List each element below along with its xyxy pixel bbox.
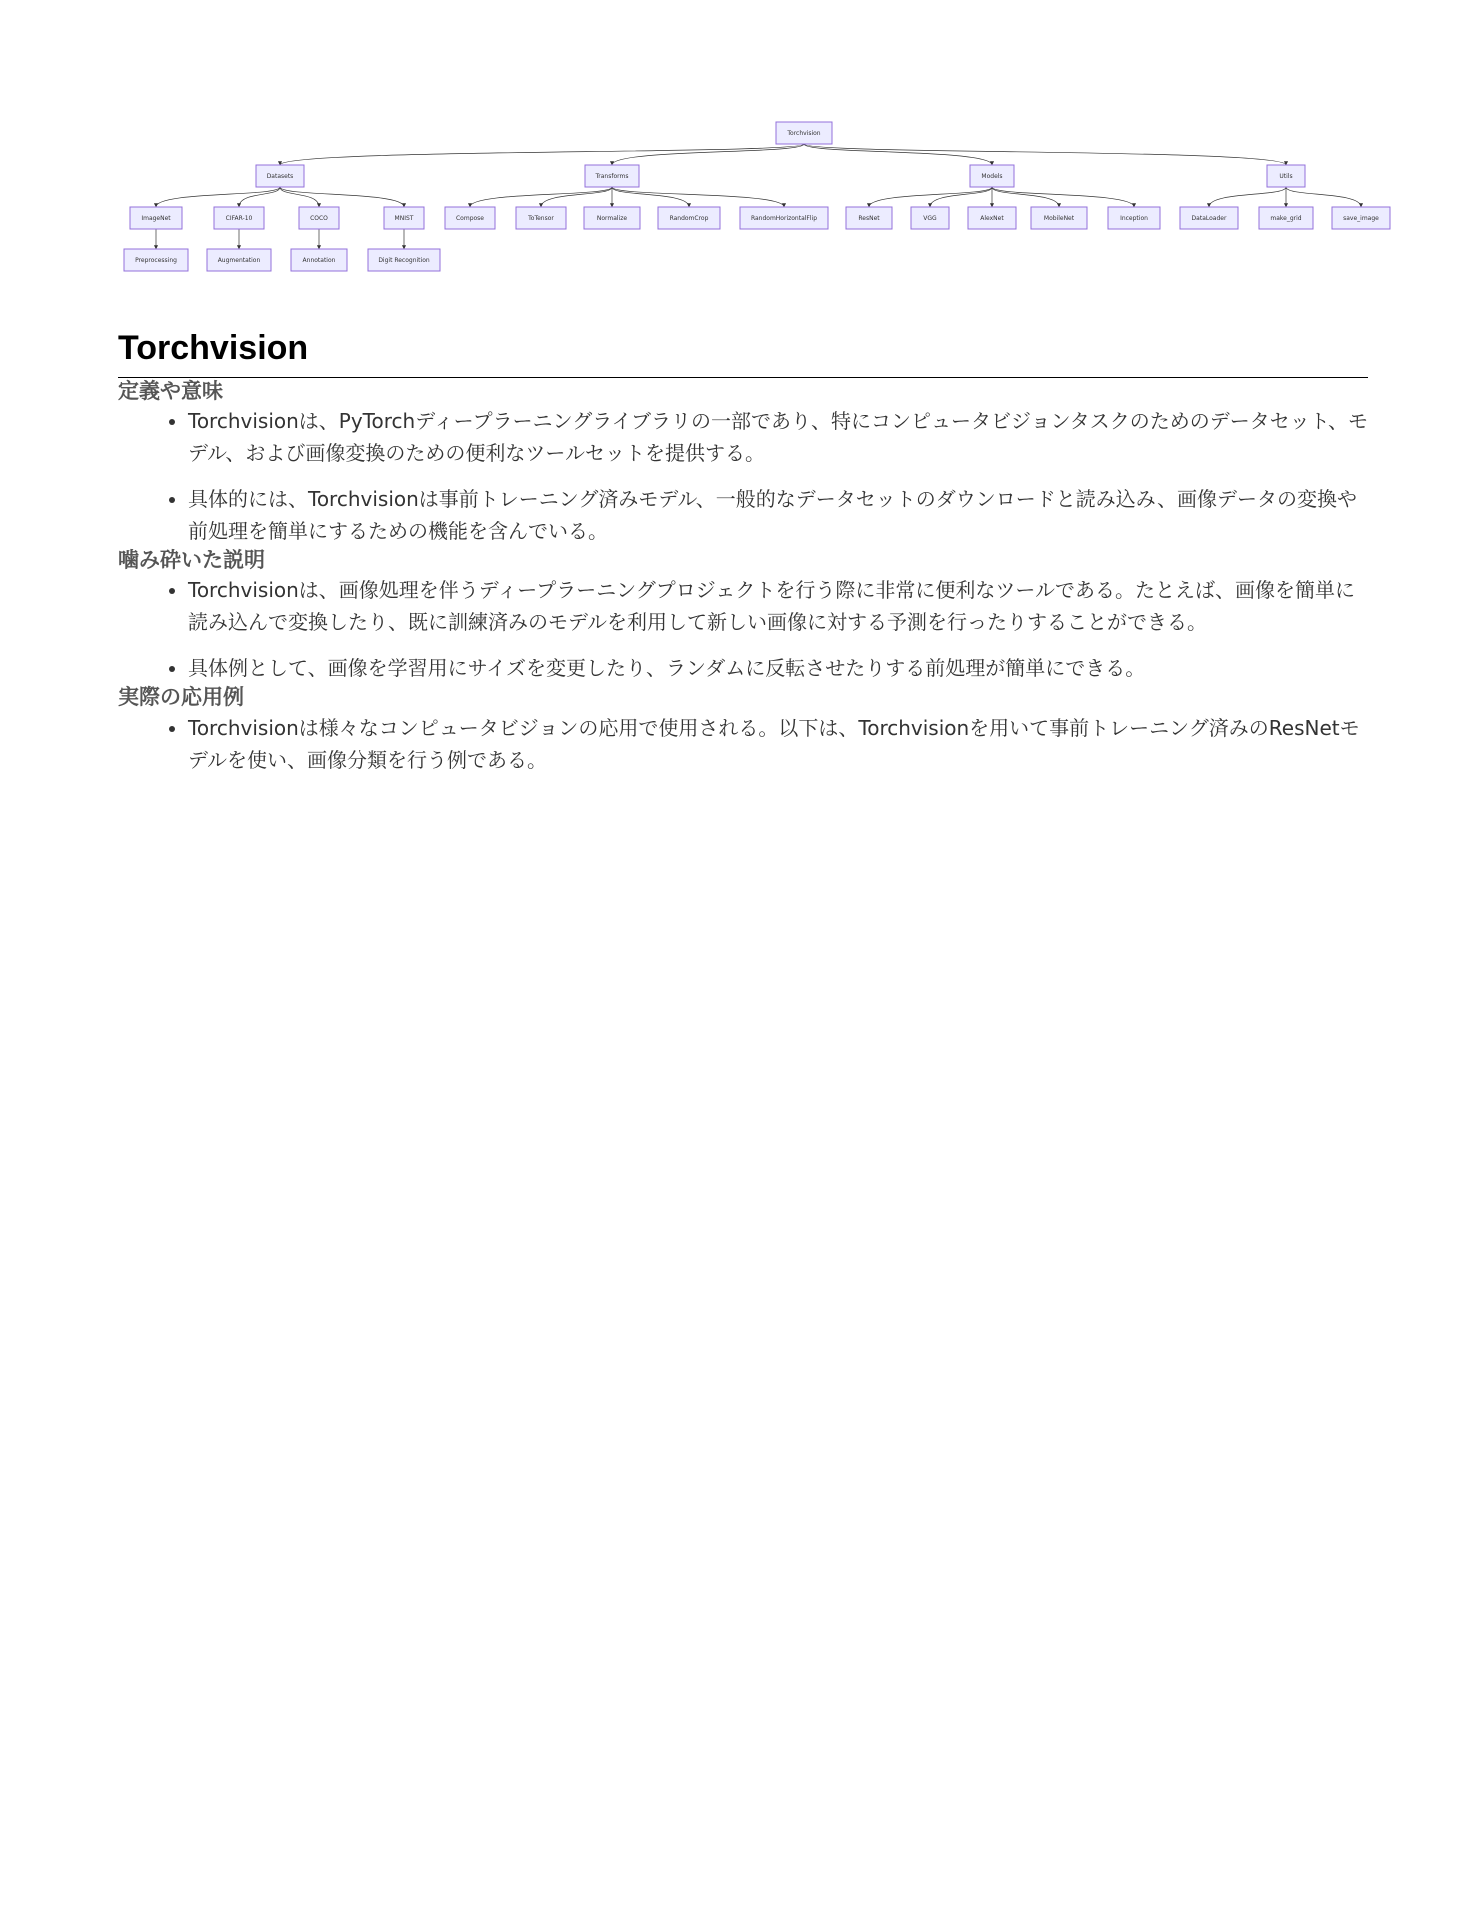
node-makegrid bbox=[1259, 207, 1313, 229]
node-label: Annotation bbox=[302, 257, 336, 264]
node-label: Compose bbox=[455, 215, 485, 222]
node-normalize bbox=[584, 207, 640, 229]
node-annotation bbox=[291, 249, 347, 271]
node-cifar10 bbox=[214, 207, 264, 229]
node-models bbox=[970, 165, 1014, 187]
node-coco bbox=[299, 207, 339, 229]
node-dataloader bbox=[1180, 207, 1238, 229]
node-label: ResNet bbox=[858, 215, 880, 222]
node-label: VGG bbox=[923, 215, 937, 222]
edge-datasets-mnist bbox=[280, 187, 404, 207]
node-label: CIFAR-10 bbox=[225, 215, 253, 222]
node-datasets bbox=[256, 165, 304, 187]
node-label: Torchvision bbox=[787, 130, 821, 137]
node-saveimage bbox=[1332, 207, 1390, 229]
list-item: • 具体的には、Torchvisionは事前トレーニング済みモデル、一般的なデータセットのダウンロードと読み込み、画像データの変換や前処理を簡単にするための機能を含んでいる。 bbox=[188, 483, 1368, 547]
list-item: • Torchvisionは様々なコンピュータビジョンの応用で使用される。以下は、Torchvisionを用いて事前トレーニング済みのResNetモデルを使い、画像分類を行う例である。 bbox=[188, 712, 1368, 776]
torchvision-hierarchy-diagram bbox=[0, 0, 1484, 290]
node-digitrecognition bbox=[368, 249, 440, 271]
node-label: Transforms bbox=[595, 173, 629, 180]
node-imagenet bbox=[130, 207, 182, 229]
section-heading-definition: 定義や意味 bbox=[118, 378, 223, 403]
node-label: Models bbox=[981, 173, 1003, 180]
node-utils bbox=[1267, 165, 1305, 187]
node-compose bbox=[445, 207, 495, 229]
node-mobilenet bbox=[1031, 207, 1087, 229]
edge-root-models bbox=[804, 144, 992, 165]
list-item: • Torchvisionは、PyTorchディープラーニングライブラリの一部であり、特にコンピュータビジョンタスクのためのデータセット、モデル、および画像変換のための便利なツールセットを提供する。 bbox=[188, 405, 1368, 469]
page-title: Torchvision bbox=[118, 328, 1368, 378]
node-totensor bbox=[516, 207, 566, 229]
node-inception bbox=[1108, 207, 1160, 229]
edge-models-mobilenet bbox=[992, 187, 1059, 207]
node-label: AlexNet bbox=[980, 215, 1004, 222]
node-label: Utils bbox=[1279, 173, 1293, 180]
node-label: ToTensor bbox=[528, 215, 554, 222]
node-alexnet bbox=[968, 207, 1016, 229]
node-label: RandomHorizontalFlip bbox=[750, 215, 818, 222]
edge-transforms-randomcrop bbox=[612, 187, 689, 207]
node-label: DataLoader bbox=[1191, 215, 1227, 222]
node-mnist bbox=[384, 207, 424, 229]
node-label: Datasets bbox=[266, 173, 294, 180]
edge-utils-dataloader bbox=[1209, 187, 1286, 207]
node-label: COCO bbox=[310, 215, 328, 222]
edge-datasets-imagenet bbox=[156, 187, 280, 207]
applications-list bbox=[118, 712, 1368, 776]
list-item: • Torchvisionは、画像処理を伴うディープラーニングプロジェクトを行う際に非常に便利なツールである。たとえば、画像を簡単に読み込んで変換したり、既に訓練済みのモデルを利用して新しい画像に対する予測を行ったりすることができる。 bbox=[188, 574, 1368, 638]
node-label: make_grid bbox=[1270, 215, 1302, 222]
node-label: RandomCrop bbox=[669, 215, 709, 222]
edge-root-utils bbox=[804, 144, 1286, 165]
edge-models-vgg bbox=[930, 187, 992, 207]
node-label: Normalize bbox=[596, 215, 628, 222]
list-item: • 具体例として、画像を学習用にサイズを変更したり、ランダムに反転させたりする前処理が簡単にできる。 bbox=[188, 652, 1368, 684]
node-label: Inception bbox=[1120, 215, 1148, 222]
node-preprocessing bbox=[124, 249, 188, 271]
node-root bbox=[776, 122, 832, 144]
node-augmentation bbox=[207, 249, 271, 271]
node-vgg bbox=[911, 207, 949, 229]
node-randomhflip bbox=[740, 207, 828, 229]
node-label: Augmentation bbox=[217, 257, 261, 264]
edge-transforms-totensor bbox=[541, 187, 612, 207]
edge-utils-saveimage bbox=[1286, 187, 1361, 207]
node-transforms bbox=[585, 165, 639, 187]
node-resnet bbox=[846, 207, 892, 229]
edge-root-transforms bbox=[612, 144, 804, 165]
node-label: ImageNet bbox=[141, 215, 171, 222]
document-body bbox=[118, 328, 1368, 776]
section-heading-applications: 実際の応用例 bbox=[118, 685, 244, 710]
node-randomcrop bbox=[658, 207, 720, 229]
edge-transforms-randomhflip bbox=[612, 187, 784, 207]
edge-transforms-compose bbox=[470, 187, 612, 207]
node-label: Digit Recognition bbox=[378, 257, 430, 264]
edge-models-inception bbox=[992, 187, 1134, 207]
section-heading-explanation: 噛み砕いた説明 bbox=[118, 548, 265, 573]
definition-list bbox=[118, 405, 1368, 547]
node-label: MobileNet bbox=[1043, 215, 1075, 222]
edge-root-datasets bbox=[280, 144, 804, 165]
node-label: Preprocessing bbox=[135, 257, 177, 264]
node-label: save_image bbox=[1343, 215, 1379, 222]
explanation-list bbox=[118, 574, 1368, 684]
node-label: MNIST bbox=[394, 215, 414, 222]
